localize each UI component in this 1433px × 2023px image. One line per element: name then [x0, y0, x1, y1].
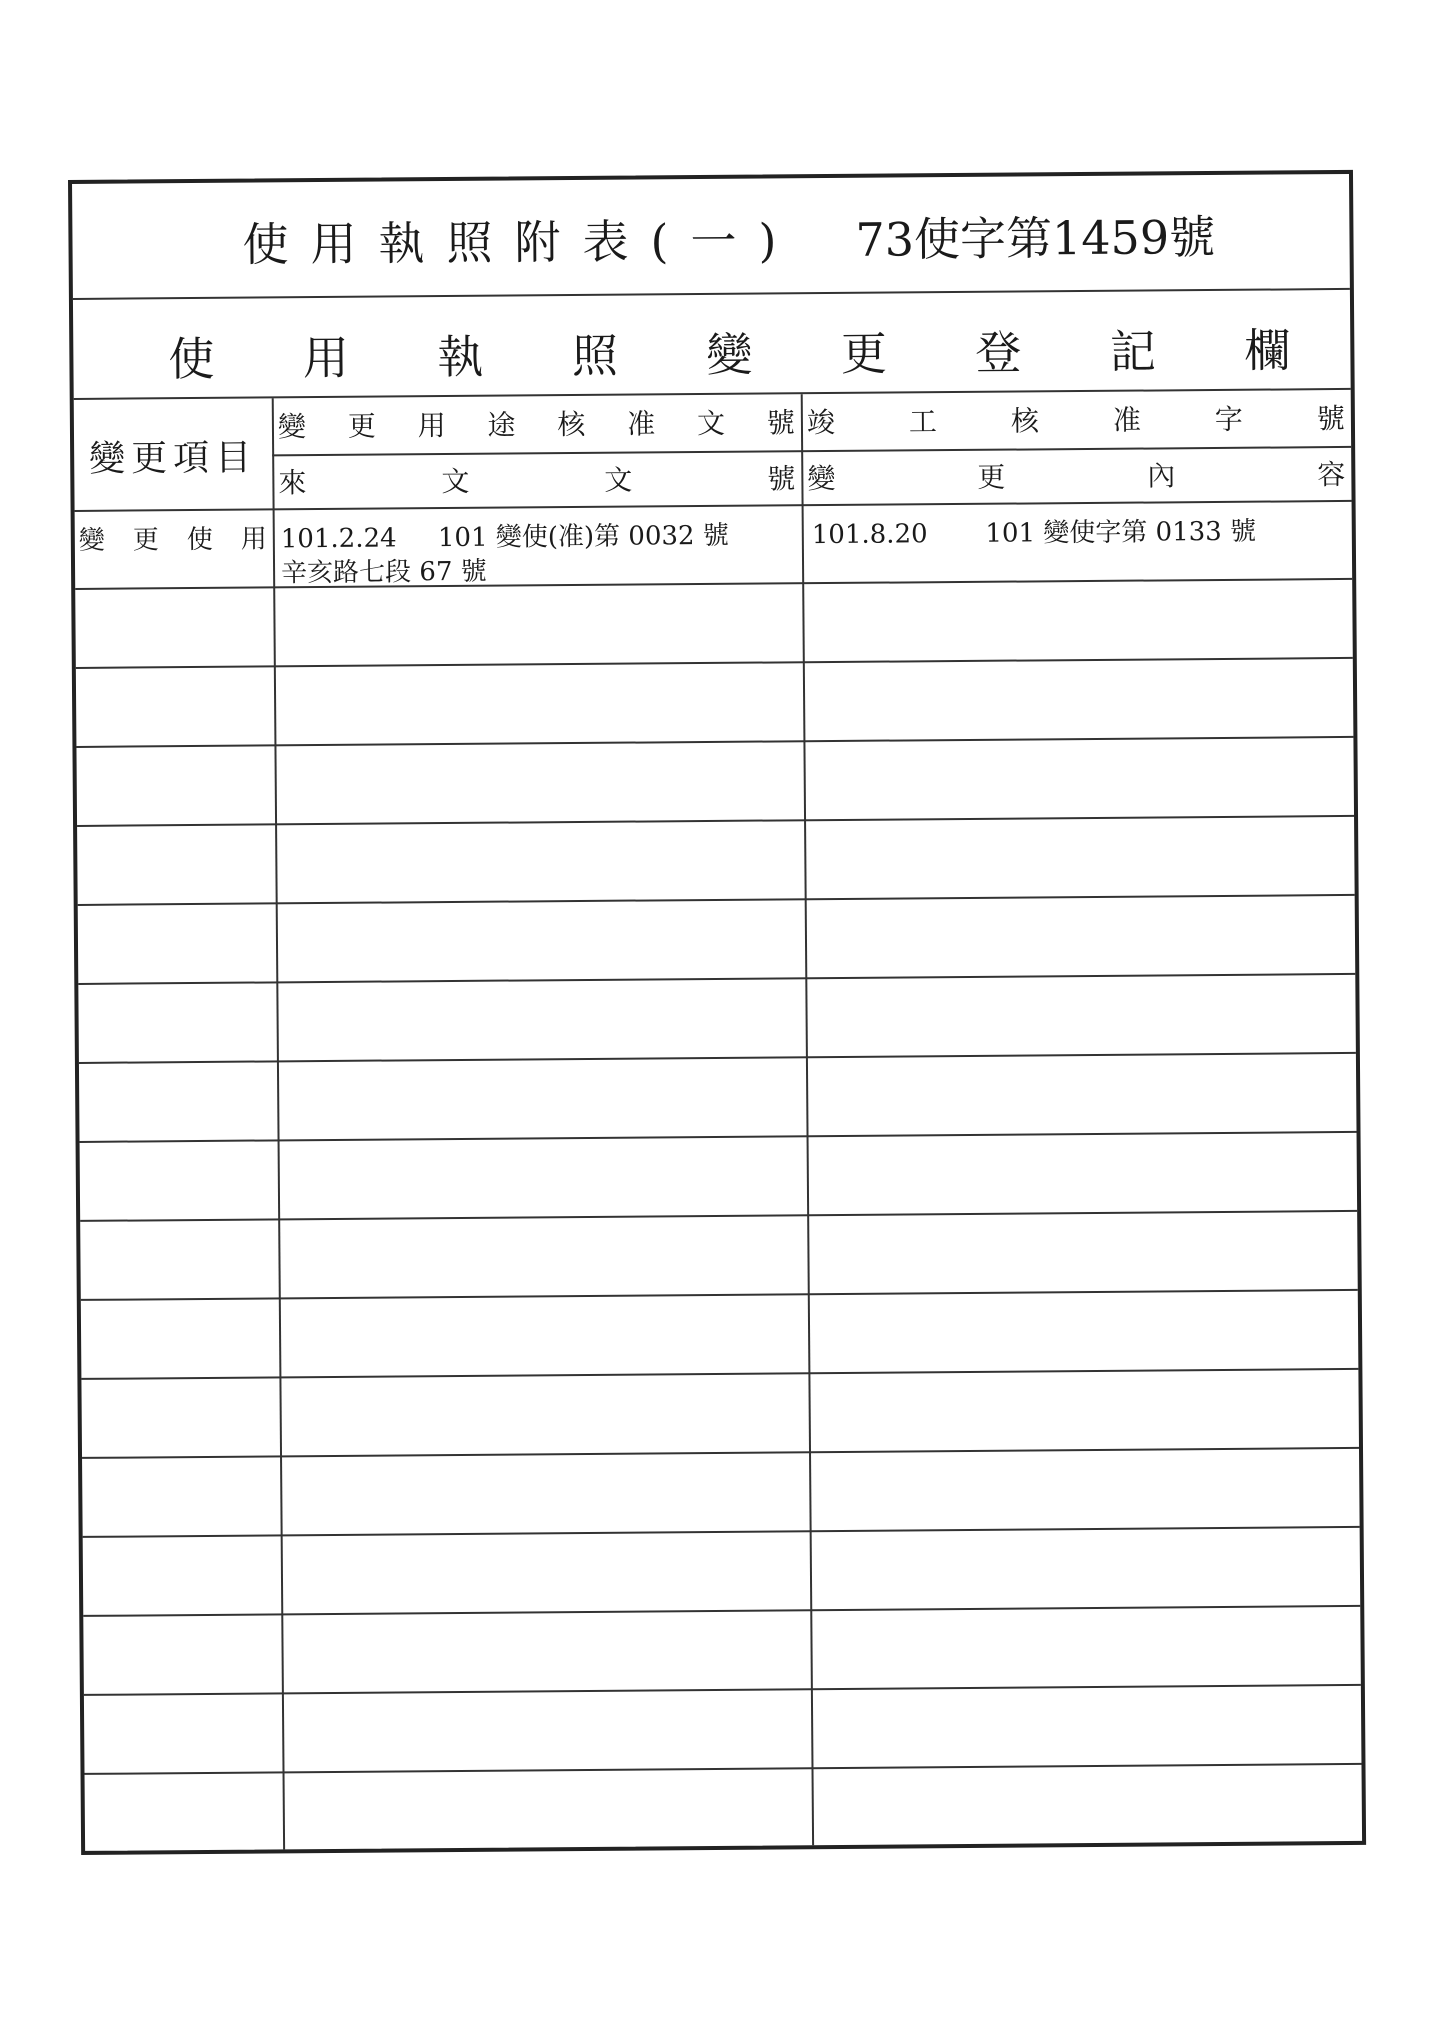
table-row — [78, 896, 1356, 985]
completion-header-char-2: 核 — [1010, 404, 1040, 438]
table-row — [84, 1686, 1362, 1775]
subtitle-char-1: 用 — [302, 330, 350, 386]
form-subtitle — [168, 314, 1290, 389]
subtitle-char-6: 登 — [975, 325, 1022, 380]
subtitle-char-5: 更 — [840, 326, 888, 381]
approval-header-char-0: 變 — [277, 410, 307, 444]
content-header-char-0: 變 — [807, 461, 836, 496]
table-row — [82, 1449, 1360, 1538]
incoming-header-char-0: 來 — [278, 466, 307, 500]
approval-header-char-3: 途 — [487, 408, 516, 442]
subtitle-char-2: 執 — [437, 329, 484, 385]
header-approval-doc — [272, 394, 801, 452]
header-change-content — [801, 446, 1351, 504]
completion-header-char-3: 准 — [1112, 403, 1142, 437]
table-row — [75, 580, 1353, 669]
table-row — [83, 1607, 1361, 1696]
row-change-item — [79, 518, 267, 556]
completion-header-char-0: 竣 — [806, 405, 836, 440]
table-row — [79, 1054, 1357, 1143]
form-title: 使用執照附表(一) — [242, 213, 799, 272]
table-row — [76, 738, 1354, 827]
header-completion-approval — [801, 390, 1351, 448]
content-header-char-2: 內 — [1147, 459, 1176, 493]
subtitle-char-3: 照 — [571, 328, 619, 384]
completion-header-char-1: 工 — [908, 405, 938, 439]
content-header-char-1: 更 — [977, 460, 1006, 494]
item-char-1: 更 — [132, 525, 159, 556]
row-incoming-doc: 辛亥路七段 67 號 — [280, 556, 487, 589]
table-row — [81, 1291, 1359, 1380]
header-change-item: 變更項目 — [89, 437, 258, 480]
subtitle-char-4: 變 — [706, 327, 753, 382]
item-char-0: 變 — [78, 525, 105, 556]
approval-header-char-2: 用 — [417, 409, 446, 443]
approval-header-char-4: 核 — [557, 407, 586, 442]
table-row — [76, 659, 1354, 748]
subtitle-char-7: 記 — [1109, 324, 1157, 379]
approval-header-char-7: 號 — [766, 406, 795, 440]
subtitle-row — [73, 290, 1351, 400]
license-number: 73使字第1459號 — [855, 209, 1216, 267]
title-row — [72, 174, 1350, 300]
table-row — [81, 1370, 1359, 1459]
change-registration-form — [68, 170, 1366, 1855]
completion-header-char-4: 字 — [1214, 402, 1243, 436]
subtitle-char-8: 欄 — [1244, 323, 1291, 378]
approval-header-char-5: 准 — [627, 407, 656, 441]
row-approval-doc: 101.2.24 101 變使(准)第 0032 號 — [280, 520, 729, 555]
table-row — [77, 817, 1355, 906]
content-header-char-3: 容 — [1317, 457, 1346, 492]
item-char-2: 使 — [186, 524, 213, 556]
incoming-header-char-2: 文 — [604, 463, 633, 497]
row-completion-approval: 101.8.20 101 變使字第 0133 號 — [811, 516, 1257, 551]
incoming-header-char-3: 號 — [767, 462, 796, 496]
header-incoming-doc — [272, 450, 801, 508]
incoming-header-char-1: 文 — [441, 464, 470, 499]
table-row — [78, 975, 1356, 1064]
approval-header-char-6: 文 — [696, 406, 726, 441]
approval-header-char-1: 更 — [347, 409, 376, 443]
subtitle-char-0: 使 — [168, 331, 215, 387]
table-row — [80, 1212, 1358, 1301]
completion-header-char-5: 號 — [1316, 401, 1345, 436]
table-row — [85, 1765, 1363, 1854]
item-char-3: 用 — [240, 524, 267, 555]
table-row — [80, 1133, 1358, 1222]
table-row — [83, 1528, 1361, 1617]
